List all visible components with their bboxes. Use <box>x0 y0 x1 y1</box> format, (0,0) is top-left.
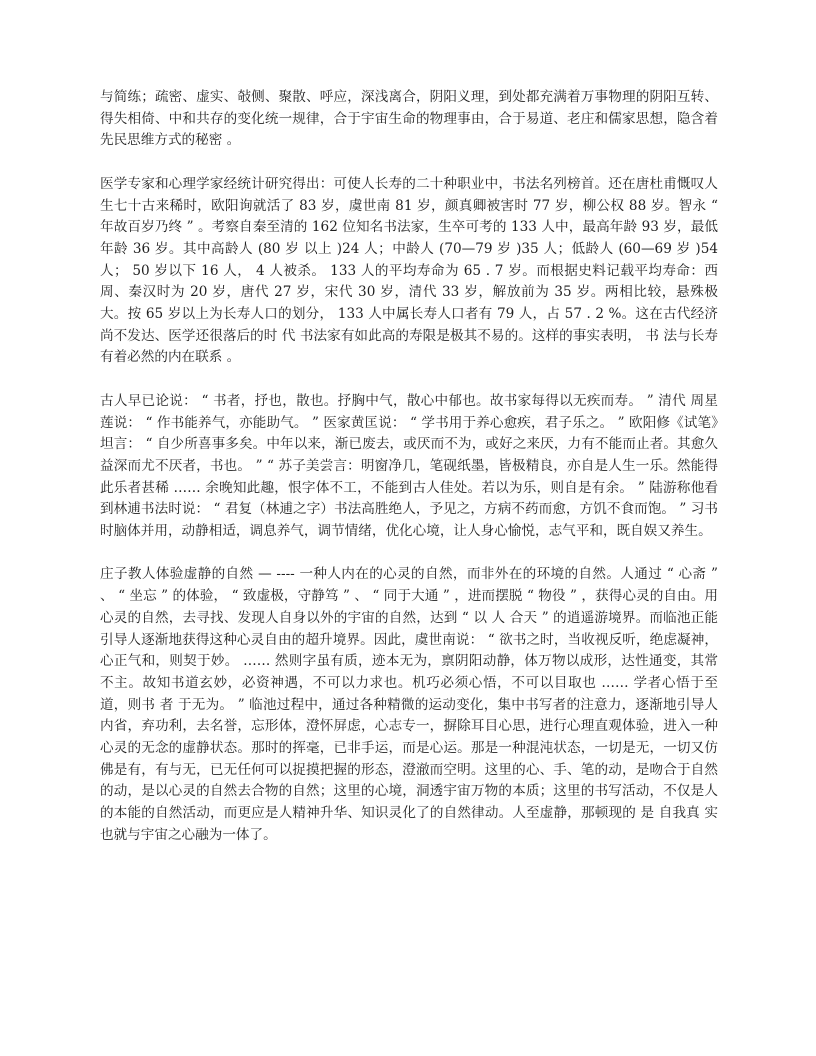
paragraph-4: 庄子教人体验虚静的自然 — ---- 一种人内在的心灵的自然，而非外在的环境的自然。人通过 “ 心斋 ” 、 “ 坐忘 ” 的体验， “ 致虚极，守静笃 ” 、 “ 同于大通 ” ，进而摆脱 “ 物役 ” ，获得心灵的自由。用心灵的自然，去寻找、发现人自身以外的宇宙的自然，达到 “ 以 人 合天 ” 的逍遥游境界。而临池正能引导人逐渐地获得这种心灵自由的超升境界。因此，虞世南说： “ 欲书之时，当收视反听，绝虑凝神，心正气和，则契于妙。 …… 然则字虽有质，迹本无为，禀阴阳动静，体万物以成形，达性通变，其常不主。故知书道玄妙，必资神遇，不可以力求也。机巧必须心悟，不可以目取也 …… 学者心悟于至道，则书 者 于无为。 ” 临池过程中，通过各种精微的运动变化，集中书写者的注意力，逐渐地引导人内省，弃功利，去名誉，忘形体，澄怀屏虑，心志专一，摒除耳目心思，进行心理直观体验，进入一种心灵的无念的虚静状态。那时的挥毫，已非手运，而是心运。那是一种混沌状态，一切是无，一切又仿佛是有，有与无，已无任何可以捉摸把握的形态，澄澈而空明。这里的心、手、笔的动，是吻合于自然的动，是以心灵的自然去合物的自然；这里的心境，洞透宇宙万物的本质；这里的书写活动，不仅是人的本能的自然活动，而更应是人精神升华、知识灵化了的自然律动。人至虚静，那顿现的 是 自我真 实 也就与宇宙之心融为一体了。 <box>100 566 718 843</box>
paragraph-1: 与简练；疏密、虚实、敧侧、聚散、呼应，深浅离合，阴阳义理，到处都充满着万事物理的阴阳互转、得失相倚、中和共存的变化统一规律，合于宇宙生命的物理事由，合于易道、老庄和儒家思想，隐含着先民思维方式的秘密 。 <box>100 89 718 149</box>
document-text-block <box>100 87 718 868</box>
paragraph-3: 古人早已论说： “ 书者，抒也，散也。抒胸中气，散心中郁也。故书家每得以无疾而寿。 ” 清代 周星莲说： “ 作书能养气，亦能助气。 ” 医家黄匡说： “ 学书用于养心愈疾，君子乐之。 ” 欧阳修《试笔》坦言： “ 自少所喜事多矣。中年以来，渐已废去，或厌而不为，或好之来厌，力有不能而止者。其愈久益深而尤不厌者，书也。 ” “ 苏子美尝言：明窗净几，笔砚纸墨，皆极精良，亦自是人生一乐。然能得此乐者甚稀 …… 余晚知此趣，恨字体不工，不能到古人佳处。若以为乐，则自是有余。 ” 陆游称他看到林逋书法时说： “ 君复（林逋之字）书法高胜绝人，予见之，方病不药而愈，方饥不食而饱。 ” 习书时脑体并用，动静相适，调息养气，调节情绪，优化心境，让人身心愉悦，志气平和，既自娱又养生。 <box>100 392 718 540</box>
paragraph-2: 医学专家和心理学家经统计研究得出：可使人长寿的二十种职业中，书法名列榜首。还在唐杜甫慨叹人生七十古来稀时，欧阳询就活了 83 岁，虞世南 81 岁，颜真卿被害时 77 岁，柳公权 88 岁。智永 “ 年故百岁乃终 ” 。考察自秦至清的 162 位知名书法家，生卒可考的 133 人中，最高年龄 93 岁，最低年龄 36 岁。其中高龄人 (80 岁 以上 )24 人；中龄人 (70—79 岁 )35 人；低龄人 (60—69 岁 )54 人； 50 岁以下 16 人， 4 人被杀。 133 人的平均寿命为 65 . 7 岁。而根据史料记载平均寿命：西周、秦汉时为 20 岁，唐代 27 岁，宋代 30 岁，清代 33 岁，解放前为 35 岁。两相比较，悬殊极大。按 65 岁以上为长寿人口的划分， 133 人中属长寿人口者有 79 人，占 57 . 2 %。这在古代经济尚不发达、医学还很落后的时 代 书法家有如此高的寿限是极其不易的。这样的事实表明， 书 法与长寿有着必然的内在联系 。 <box>100 175 718 366</box>
